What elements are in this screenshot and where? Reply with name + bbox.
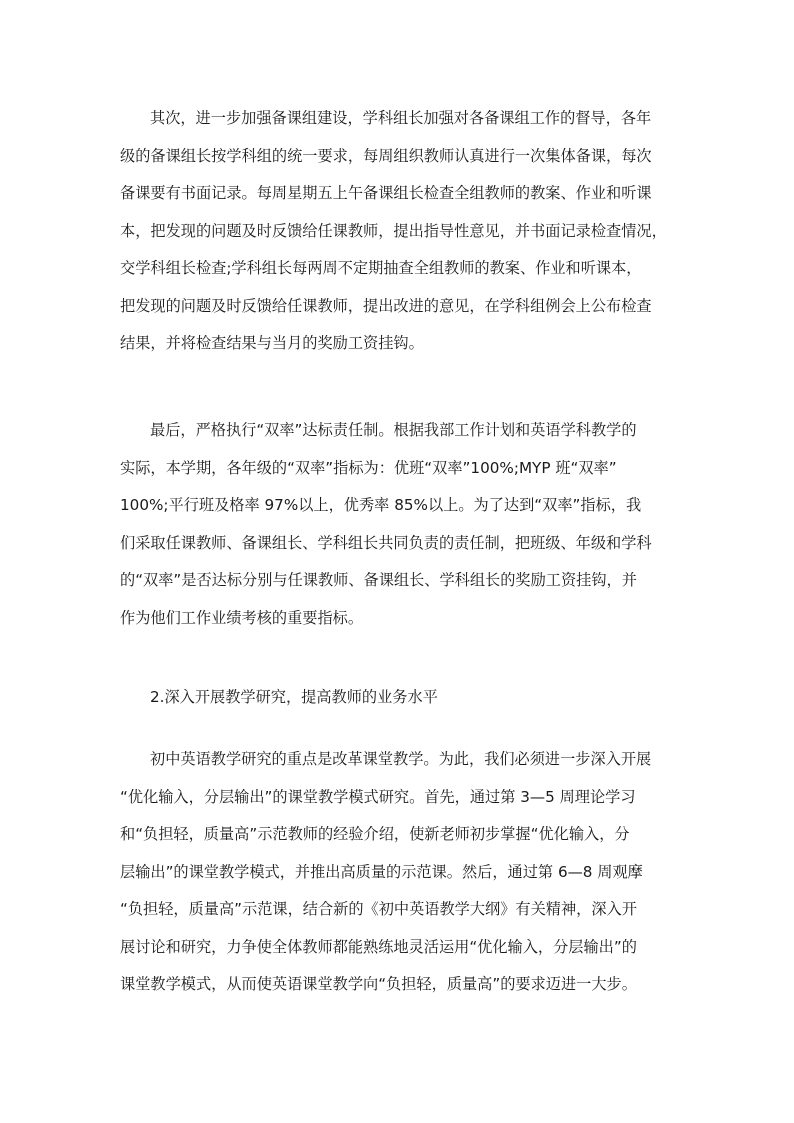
paragraph-line: 初中英语教学研究的重点是改革课堂教学。为此，我们必须进一步深入开展 (150, 750, 652, 768)
paragraph-line: 最后，严格执行“双率”达标责任制。根据我部工作计划和英语学科教学的 (150, 421, 637, 439)
paragraph-line: 把发现的问题及时反馈给任课教师，提出改进的意见，在学科组例会上公布检查 (120, 296, 652, 315)
paragraph-line: “负担轻，质量高”示范课，结合新的《初中英语教学大纲》有关精神，深入开 (120, 900, 637, 918)
paragraph-line: “优化输入，分层输出”的课堂教学模式研究。首先，通过第 3—5 周理论学习 (120, 787, 636, 806)
paragraph-line: 其次，进一步加强备课组建设，学科组长加强对各备课组工作的督导，各年 (150, 109, 652, 127)
paragraph-double-rate (120, 412, 676, 637)
section-heading (120, 679, 676, 717)
paragraph-teaching-research (120, 741, 676, 1004)
paragraph-line: 结果，并将检查结果与当月的奖励工资挂钩。 (120, 334, 424, 352)
paragraph-preparation-groups (120, 100, 676, 363)
paragraph-line: 100%;平行班及格率 97%以上，优秀率 85%以上。为了达到“双率”指标，我 (120, 496, 642, 514)
paragraph-line: 级的备课组长按学科组的统一要求，每周组织教师认真进行一次集体备课，每次 (120, 146, 652, 165)
paragraph-line: 实际，本学期，各年级的“双率”指标为：优班“双率”100%;MYP 班“双率” (120, 458, 617, 477)
paragraph-line: 展讨论和研究，力争使全体教师都能熟练地灵活运用“优化输入，分层输出”的 (120, 937, 637, 956)
paragraph-line: 和“负担轻，质量高”示范教师的经验介绍，使新老师初步掌握“优化输入，分 (120, 825, 630, 843)
paragraph-line: 本，把发现的问题及时反馈给任课教师，提出指导性意见，并书面记录检查情况， (120, 221, 667, 240)
paragraph-line: 作为他们工作业绩考核的重要指标。 (120, 608, 363, 627)
paragraph-line: 的“双率”是否达标分别与任课教师、备课组长、学科组长的奖励工资挂钩，并 (120, 571, 637, 589)
paragraph-line: 交学科组长检查;学科组长每两周不定期抽查全组教师的教案、作业和听课本， (120, 259, 642, 277)
section-heading-text: 2.深入开展教学研究，提高教师的业务水平 (150, 688, 438, 706)
paragraph-line: 备课要有书面记录。每周星期五上午备课组长检查全组教师的教案、作业和听课 (120, 184, 652, 202)
paragraph-line: 课堂教学模式，从而使英语课堂教学向“负担轻，质量高”的要求迈进一大步。 (120, 975, 637, 993)
paragraph-line: 层输出”的课堂教学模式，并推出高质量的示范课。然后，通过第 6—8 周观摩 (120, 862, 643, 881)
paragraph-line: 们采取任课教师、备课组长、学科组长共同负责的责任制，把班级、年级和学科 (120, 533, 652, 552)
